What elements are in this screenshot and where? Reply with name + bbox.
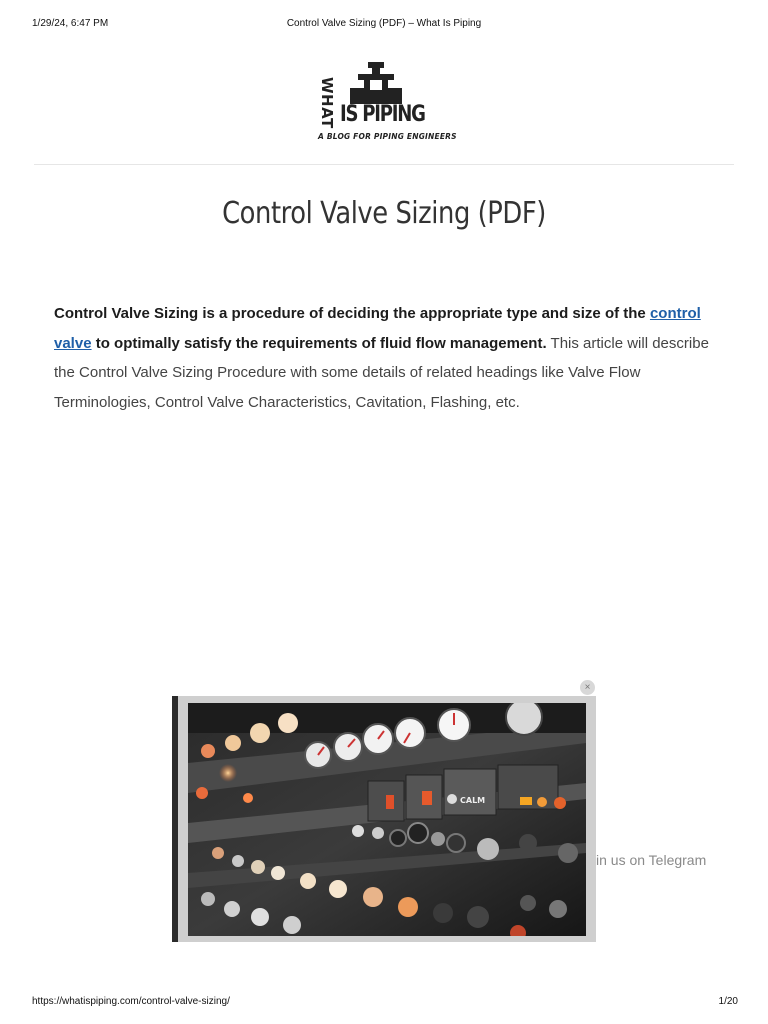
article-title: Control Valve Sizing (PDF) [222, 196, 546, 231]
logo-is-piping-text: IS PIPING [340, 102, 425, 127]
ad-control-panel-image[interactable] [188, 703, 586, 936]
intro-bold-tail: to optimally satisfy the requirements of fluid flow management. [95, 334, 547, 352]
telegram-join-text[interactable]: in us on Telegram [596, 852, 707, 868]
print-page-number: 1/20 [718, 996, 738, 1007]
print-header [32, 18, 736, 32]
control-panel-illustration [188, 703, 586, 936]
logo-tagline: A BLOG FOR PIPING ENGINEERS [318, 132, 457, 141]
intro-bold-lead: Control Valve Sizing is a procedure of deciding the appropriate type and size of the [54, 305, 646, 322]
control-valve-link[interactable]: control valve [54, 305, 701, 352]
panel-brand-label: CALM [460, 796, 486, 805]
pipe-logo-icon [346, 62, 408, 106]
logo-what-text: WHAT [318, 77, 336, 129]
print-url: https://whatispiping.com/control-valve-sizing/ [32, 996, 230, 1007]
header-divider [34, 164, 734, 165]
ad-close-icon[interactable]: × [580, 680, 595, 695]
print-date: 1/29/24, 6:47 PM [32, 18, 109, 29]
print-footer [32, 996, 738, 1010]
intro-plain-text: This article will describe the Control Valve Sizing Procedure with some details of related headings like Valve Flow Terminologies, Control Valve Characteristics, Cavitation, Flashing, etc. [54, 334, 709, 411]
site-logo[interactable] [316, 60, 456, 144]
print-page-title: Control Valve Sizing (PDF) – What Is Piping [286, 18, 482, 29]
article-intro [54, 299, 724, 417]
